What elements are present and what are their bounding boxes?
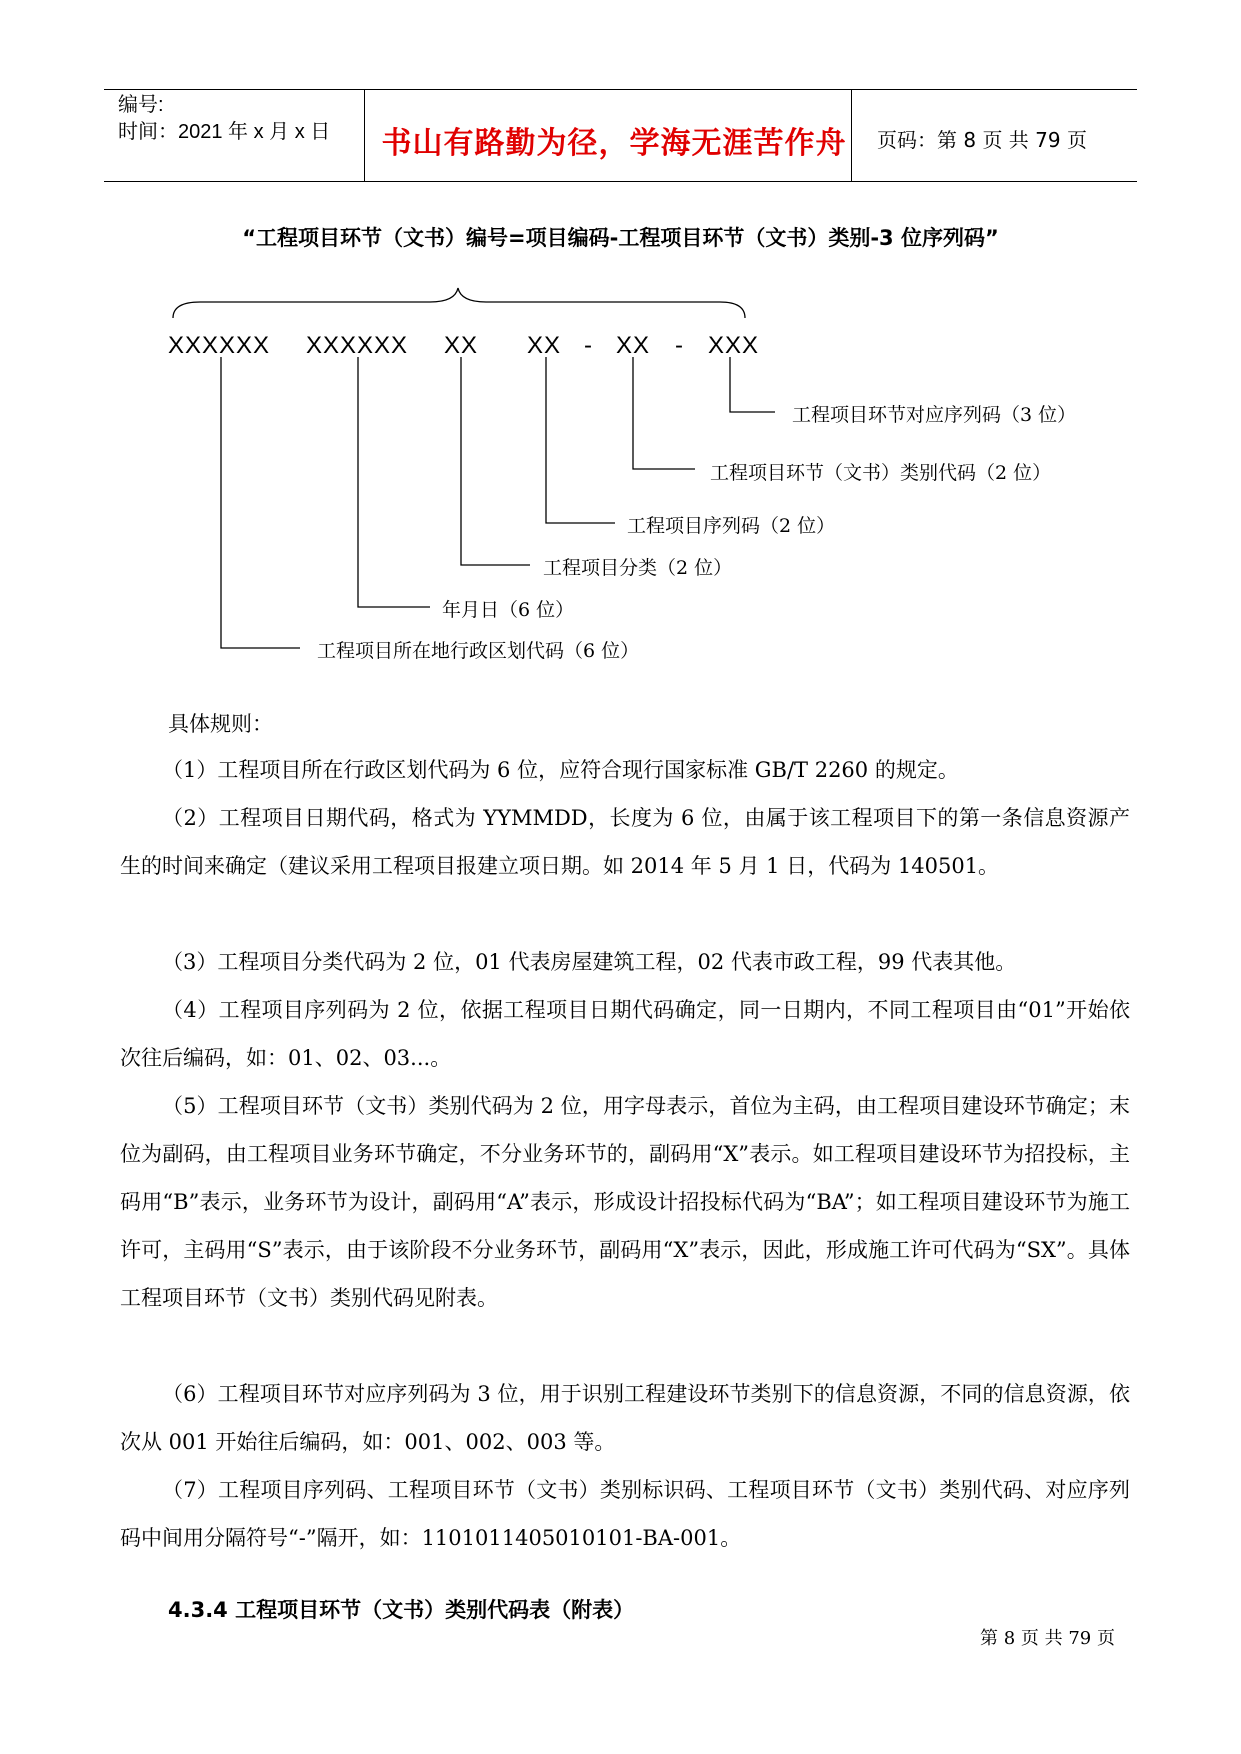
label-project-class: 工程项目分类（2 位） [543, 557, 733, 579]
code-part-category: XX [616, 332, 651, 359]
document-number-label: 编号: [118, 94, 164, 116]
code-part-date: XXXXXX [306, 332, 409, 359]
page-footer: 第 8 页 共 79 页 [980, 1628, 1115, 1649]
document-time-label: 时间：2021 年 x 月 x 日 [118, 121, 331, 143]
numbering-formula: “工程项目环节（文书）编号=项目编码-工程项目环节（文书）类别-3 位序列码” [242, 226, 999, 250]
header-page-number: 页码：第 8 页 共 79 页 [877, 128, 1087, 152]
rule-2: （2）工程项目日期代码，格式为 YYMMDD，长度为 6 位，由属于该工程项目下的第一条信息资源产生的时间来确定（建议采用工程项目报建立项日期。如 2014 年 5 月 1 日，代码为 140501。 [120, 806, 1130, 878]
code-part-sequence: XXX [708, 332, 760, 359]
label-sequence: 工程项目环节对应序列码（3 位） [792, 404, 1077, 426]
rule-1: （1）工程项目所在行政区划代码为 6 位，应符合现行国家标准 GB/T 2260 的规定。 [162, 758, 959, 782]
connector-project-serial [546, 357, 615, 523]
rule-7: （7）工程项目序列码、工程项目环节（文书）类别标识码、工程项目环节（文书）类别代码、对应序列码中间用分隔符号“-”隔开，如：1101011405010101-BA-001。 [120, 1478, 1130, 1550]
rule-3: （3）工程项目分类代码为 2 位，01 代表房屋建筑工程，02 代表市政工程，99 代表其他。 [162, 950, 1017, 974]
rule-4: （4）工程项目序列码为 2 位，依据工程项目日期代码确定，同一日期内，不同工程项目由“01”开始依次往后编码，如：01、02、03...。 [120, 998, 1130, 1070]
rule-6: （6）工程项目环节对应序列码为 3 位，用于识别工程建设环节类别下的信息资源，不同的信息资源，依次从 001 开始往后编码，如：001、002、003 等。 [120, 1382, 1130, 1454]
code-part-serial: XX [527, 332, 562, 359]
section-heading: 4.3.4 工程项目环节（文书）类别代码表（附表） [168, 1598, 635, 1622]
code-separator-1: - [584, 332, 593, 359]
connector-region [221, 357, 300, 648]
label-date: 年月日（6 位） [442, 599, 575, 621]
code-part-region: XXXXXX [168, 332, 271, 359]
label-region: 工程项目所在地行政区划代码（6 位） [317, 640, 640, 662]
rules-title: 具体规则： [168, 712, 273, 736]
code-part-class: XX [444, 332, 479, 359]
header-motto: 书山有路勤为径，学海无涯苦作舟 [381, 126, 847, 161]
connector-sequence [730, 357, 775, 412]
brace-icon [173, 288, 745, 318]
label-category: 工程项目环节（文书）类别代码（2 位） [710, 462, 1052, 484]
connector-project-class [461, 357, 530, 565]
code-separator-2: - [675, 332, 684, 359]
label-project-serial: 工程项目序列码（2 位） [627, 515, 836, 537]
connector-category [633, 357, 695, 469]
connector-date [358, 357, 430, 607]
rule-5: （5）工程项目环节（文书）类别代码为 2 位，用字母表示，首位为主码，由工程项目建设环节确定；末位为副码，由工程项目业务环节确定，不分业务环节的，副码用“X”表示。如工程项目建设环节为招投标，主码用“B”表示，业务环节为设计，副码用“A”表示，形成设计招投标代码为“BA”；如工程项目建设环节为施工许可，主码用“S”表示，由于该阶段不分业务环节，副码用“X”表示，因此，形成施工许可代码为“SX”。具体工程项目环节（文书）类别代码见附表。 [120, 1094, 1130, 1310]
